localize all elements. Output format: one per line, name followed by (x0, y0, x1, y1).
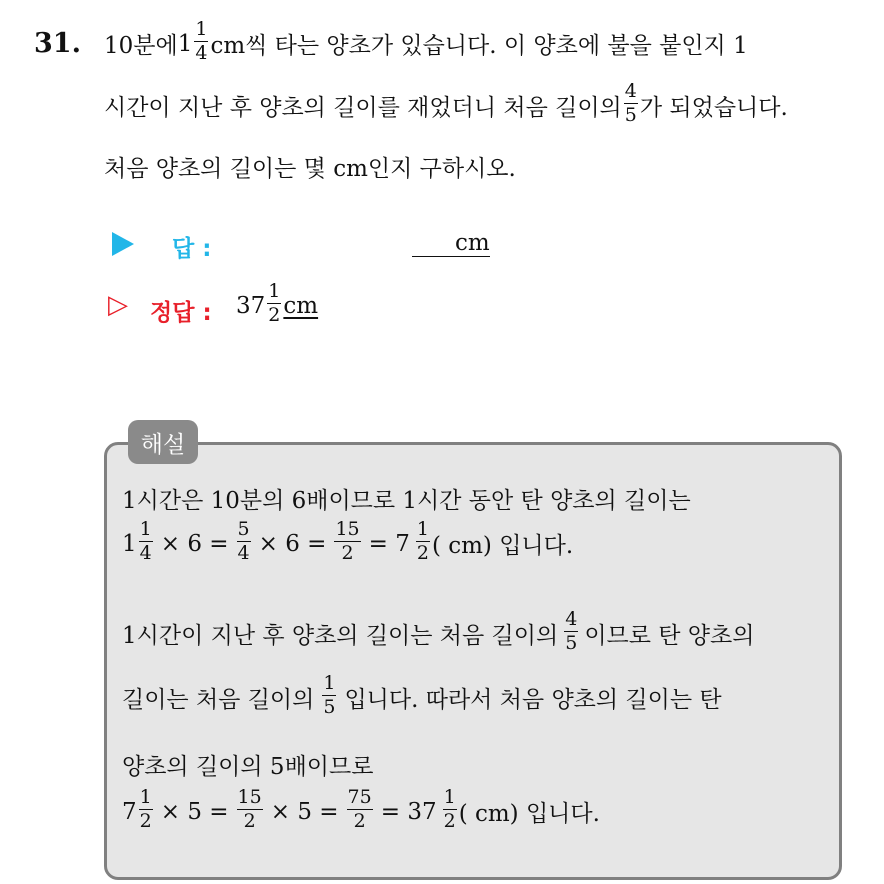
answer-arrow-icon (112, 232, 134, 256)
explanation-equation-1: 1 $\frac{1}{4}$ × 6 = $\frac{5}{4}$ × 6 = $\frac{15}{2}$ = 7 $\frac{1}{2}$ ( cm) 입니다. (122, 518, 574, 564)
explanation-line-1: 1시간은 10분의 6배이므로 1시간 동안 탄 양초의 길이는 (122, 488, 691, 514)
question-text: 시간이 지난 후 양초의 길이를 재었더니 처음 길이의 (104, 95, 622, 121)
explanation-tag: 해설 (128, 420, 198, 464)
question-line-1 (104, 18, 748, 65)
explanation-line-4: 양초의 길이의 5배이므로 (122, 754, 374, 780)
answer-label: 답 : (172, 236, 212, 262)
fraction: $\frac{4}{5}$ (624, 80, 637, 126)
correct-unit: cm (283, 292, 319, 319)
question-number: 31. (34, 28, 81, 59)
fraction: $\frac{1}{4}$ (195, 18, 208, 64)
outline-arrow-icon: ▷ (108, 290, 128, 320)
explanation-line-2: 1시간이 지난 후 양초의 길이는 처음 길이의 $\frac{4}{5}$ 이므로 탄 양초의 (122, 608, 755, 654)
fraction: $\frac{1}{2}$ (268, 280, 281, 326)
correct-answer: 37 $\frac{1}{2}$ cm (236, 280, 319, 326)
question-text: cm씩 타는 양초가 있습니다. 이 양초에 불을 붙인지 1 (210, 33, 748, 59)
question-line-2 (104, 80, 788, 127)
mixed-whole: 1 (177, 30, 193, 57)
correct-label: 정답 : (150, 300, 212, 326)
explanation-equation-2: 7 $\frac{1}{2}$ × 5 = $\frac{15}{2}$ × 5 = $\frac{75}{2}$ = 37 $\frac{1}{2}$ ( cm) 입니다. (122, 786, 600, 832)
answer-unit: cm (455, 230, 490, 256)
question-text: 10분에 (104, 33, 178, 59)
question-line-3: 처음 양초의 길이는 몇 cm인지 구하시오. (104, 156, 516, 182)
explanation-line-3: 길이는 처음 길이의 $\frac{1}{5}$ 입니다. 따라서 처음 양초의 길이는 탄 (122, 672, 722, 718)
question-text: 가 되었습니다. (639, 95, 788, 121)
